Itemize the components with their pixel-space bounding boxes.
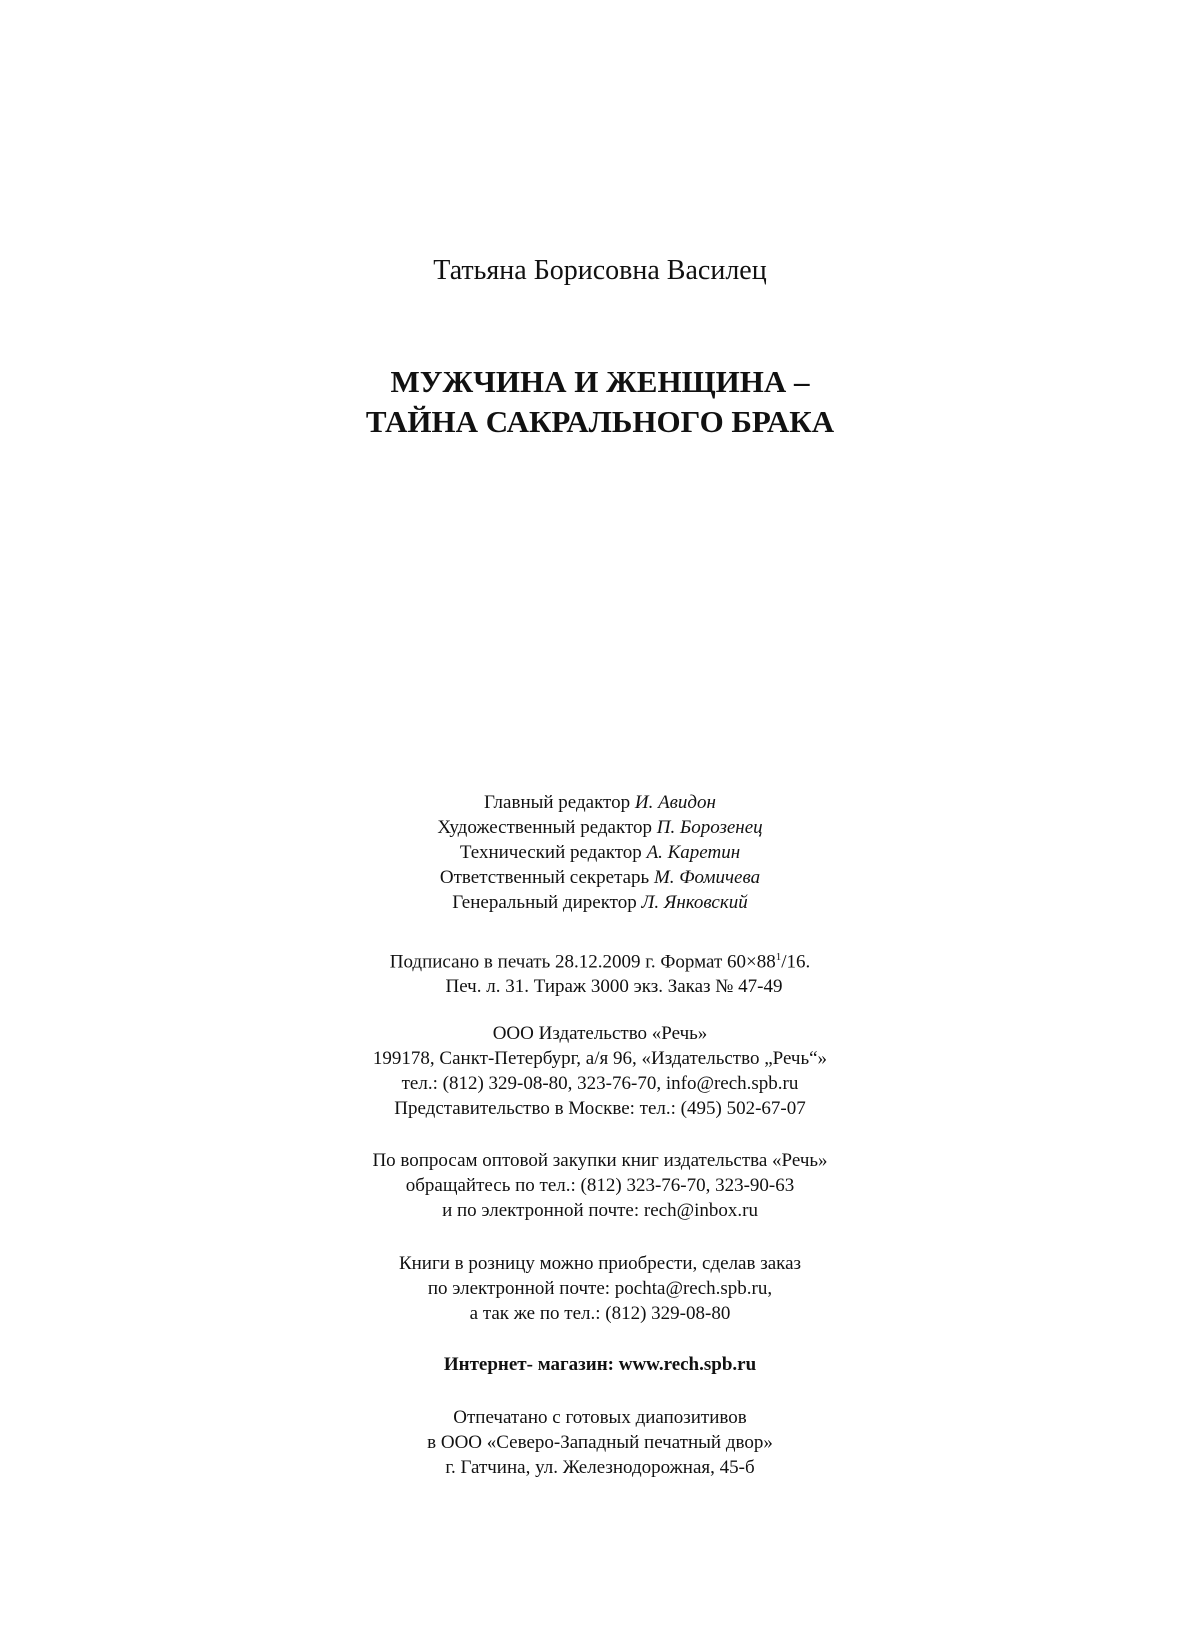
publisher-line: 199178, Санкт-Петербург, а/я 96, «Издательство „Речь“»: [372, 1048, 828, 1069]
credit-line: [0, 840, 1200, 865]
credit-role: Ответственный секретарь: [439, 867, 650, 888]
credit-line: [0, 890, 1200, 915]
wholesale-info: [0, 1148, 1200, 1223]
wholesale-line: обращайтесь по тел.: (812) 323-76-70, 323-90-63: [405, 1175, 795, 1196]
printer-line: г. Гатчина, ул. Железнодорожная, 45-б: [445, 1457, 755, 1478]
printer-line: в ООО «Северо-Западный печатный двор»: [427, 1432, 773, 1453]
credit-name: П. Борозенец: [656, 817, 763, 838]
print-info-format-sup: 1: [775, 951, 782, 963]
publisher-line: Представительство в Москве: тел.: (495) 502-67-07: [394, 1098, 806, 1119]
book-title-line-2: ТАЙНА САКРАЛЬНОГО БРАКА: [365, 404, 835, 439]
retail-line: Книги в розницу можно приобрести, сделав заказ: [398, 1253, 802, 1274]
print-info: [0, 945, 1200, 999]
online-shop-text: Интернет- магазин: www.rech.spb.ru: [443, 1354, 757, 1375]
publisher-line: тел.: (812) 329-08-80, 323-76-70, info@rech.spb.ru: [401, 1073, 799, 1094]
editorial-credits: [0, 790, 1200, 915]
author-name-text: Татьяна Борисовна Василец: [433, 255, 767, 286]
credit-role: Технический редактор: [459, 842, 642, 863]
publisher-line: ООО Издательство «Речь»: [492, 1023, 708, 1044]
book-title: [0, 362, 1200, 442]
credit-name: И. Авидон: [634, 792, 716, 813]
credit-role: Художественный редактор: [437, 817, 653, 838]
print-info-format-suffix: /16.: [781, 951, 811, 973]
credit-line: [0, 815, 1200, 840]
publisher-info: [0, 1021, 1200, 1121]
print-info-line-1: [0, 945, 1200, 974]
credit-name: А. Каретин: [646, 842, 741, 863]
credit-name: Л. Янковский: [641, 892, 748, 913]
retail-line: по электронной почте: pochta@rech.spb.ru,: [427, 1278, 773, 1299]
print-info-format: Подписано в печать 28.12.2009 г. Формат 60×88: [389, 951, 776, 973]
author-name: [0, 254, 1200, 288]
credit-role: Генеральный директор: [452, 892, 637, 913]
printer-line: Отпечатано с готовых диапозитивов: [453, 1407, 747, 1428]
credit-name: М. Фомичева: [653, 867, 761, 888]
retail-line: а так же по тел.: (812) 329-08-80: [469, 1303, 731, 1324]
printer-info: [0, 1405, 1200, 1480]
print-info-line-2: Печ. л. 31. Тираж 3000 экз. Заказ № 47-49: [445, 976, 783, 998]
credit-line: [0, 790, 1200, 815]
retail-info: [0, 1251, 1200, 1326]
book-title-line-1: МУЖЧИНА И ЖЕНЩИНА –: [390, 364, 810, 399]
credit-role: Главный редактор: [484, 792, 631, 813]
wholesale-line: По вопросам оптовой закупки книг издательства «Речь»: [372, 1150, 828, 1171]
credit-line: [0, 865, 1200, 890]
wholesale-line: и по электронной почте: rech@inbox.ru: [442, 1200, 758, 1221]
online-shop: [0, 1352, 1200, 1377]
